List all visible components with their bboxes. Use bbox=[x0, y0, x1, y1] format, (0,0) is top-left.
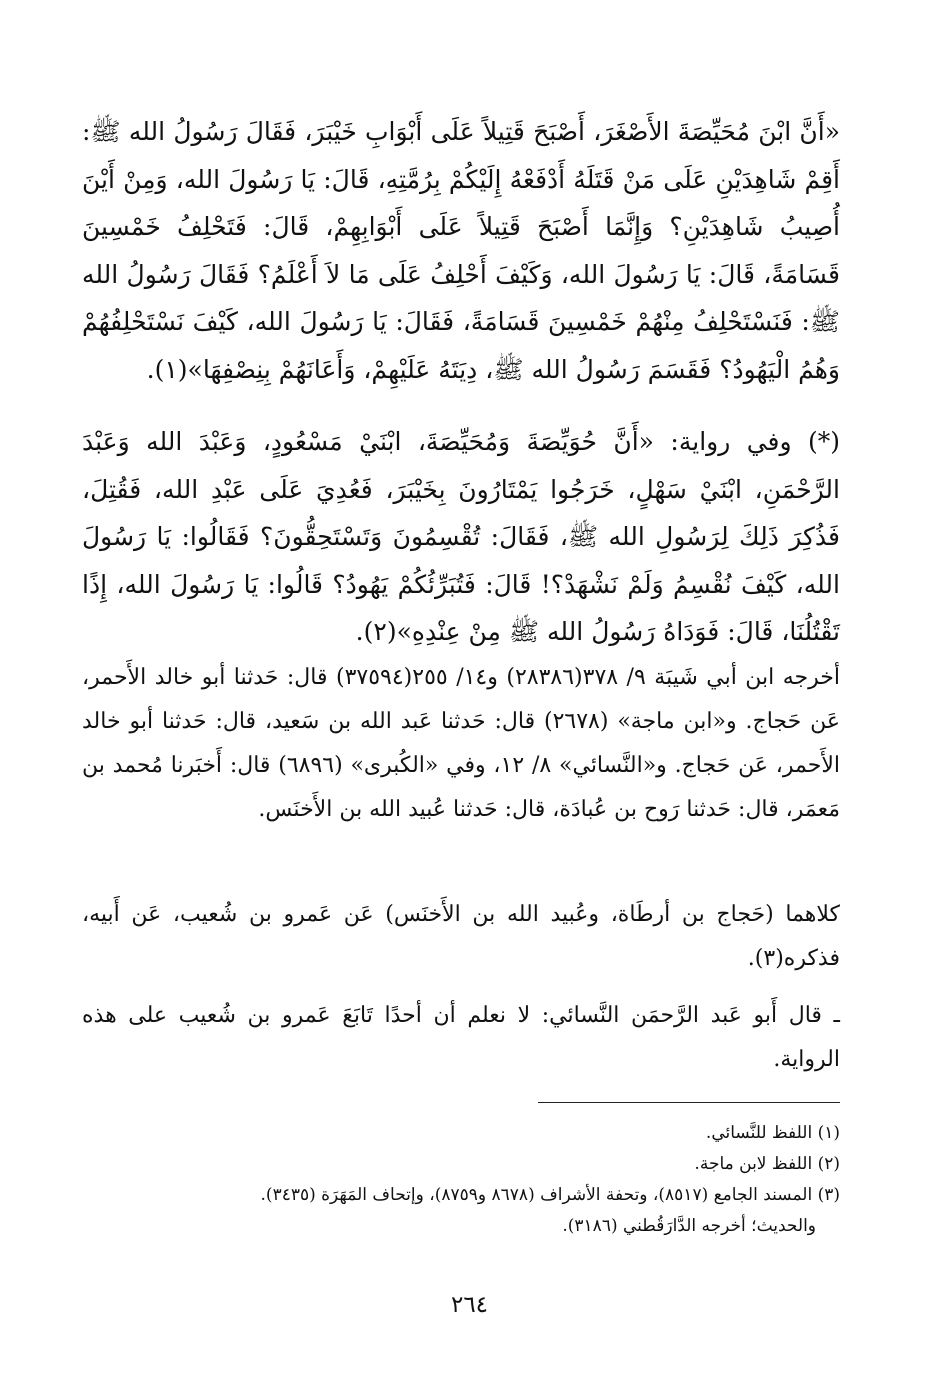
footnote-2: (٢) اللفظ لابن ماجة. bbox=[694, 1154, 840, 1174]
takhrij-paragraph: أخرجه ابن أبي شَيبَة ٩/ ٣٧٨(٢٨٣٨٦) و١٤/ ٢٥٥(٣٧٥٩٤) قال: حَدثنا أبو خالد الأَحمر، عَن حَجاج. و«ابن ماجة» (٢٦٧٨) قال: حَدثنا عَبد الله بن سَعيد، قال: حَدثنا أبو خالد الأَحمر، عَن حَجاج. و«النَّسائي» ٨/ ١٢، وفي «الكُبرى» (٦٨٩٦) قال: أَخبَرنا مُحمد بن مَعمَر، قال: حَدثنا رَوح بن عُبادَة، قال: حَدثنا عُبيد الله بن الأَخنَس. bbox=[82, 665, 841, 822]
footnote-divider bbox=[538, 1102, 840, 1103]
footnote-3-continuation: والحديث؛ أخرجه الدَّارَقُطني (٣١٨٦). bbox=[562, 1216, 816, 1236]
footnote-3: (٣) المسند الجامع (٨٥١٧)، وتحفة الأشراف (٨٦٧٨ و٨٧٥٩)، وإتحاف المَهَرَة (٣٤٣٥). bbox=[260, 1185, 840, 1205]
nasai-comment-text bbox=[82, 994, 840, 1082]
footnotes bbox=[82, 1118, 840, 1242]
riwaya-paragraph: (*) وفي رواية: «أَنَّ حُوَيِّصَةَ وَمُحَيِّصَةَ، ابْنَيْ مَسْعُودٍ، وَعَبْدَ الله وَعَبْدَ الرَّحْمَنِ، ابْنَيْ سَهْلٍ، خَرَجُوا يَمْتَارُونَ بِخَيْبَرَ، فَعُدِيَ عَلَى عَبْدِ الله، فَقُتِلَ، فَذُكِرَ ذَلِكَ لِرَسُولِ الله ﷺ، فَقَالَ: تُقْسِمُونَ وَتَسْتَحِقُّونَ؟ فَقَالُوا: يَا رَسُولَ الله، كَيْفَ نُقْسِمُ وَلَمْ نَشْهَدْ؟! قَالَ: فَتُبَرِّئُكُمْ يَهُودُ؟ قَالُوا: يَا رَسُولَ الله، إِذًا تَقْتُلُنَا، قَالَ: فَوَدَاهُ رَسُولُ الله ﷺ مِنْ عِنْدِهِ»(٢). bbox=[82, 427, 840, 646]
hadith-main-text bbox=[82, 108, 840, 393]
nasai-comment-paragraph: ـ قال أَبو عَبد الرَّحمَن النَّسائي: لا نعلم أن أحدًا تَابَعَ عَمرو بن شُعيب على هذه الرواية. bbox=[82, 1003, 840, 1072]
kilahuma-text bbox=[82, 893, 840, 981]
hadith-main-paragraph: «أَنَّ ابْنَ مُحَيِّصَةَ الأَصْغَرَ، أَصْبَحَ قَتِيلاً عَلَى أَبْوَابِ خَيْبَرَ، فَقَالَ رَسُولُ الله ﷺ: أَقِمْ شَاهِدَيْنِ عَلَى مَنْ قَتَلَهُ أَدْفَعْهُ إِلَيْكُمْ بِرُمَّتِهِ، قَالَ: يَا رَسُولَ الله، وَمِنْ أَيْنَ أُصِيبُ شَاهِدَيْنِ؟ وَإِنَّمَا أَصْبَحَ قَتِيلاً عَلَى أَبْوَابِهِمْ، قَالَ: فَتَحْلِفُ خَمْسِينَ قَسَامَةً، قَالَ: يَا رَسُولَ الله، وَكَيْفَ أَحْلِفُ عَلَى مَا لاَ أَعْلَمُ؟ فَقَالَ رَسُولُ الله ﷺ: فَنَسْتَحْلِفُ مِنْهُمْ خَمْسِينَ قَسَامَةً، فَقَالَ: يَا رَسُولَ الله، كَيْفَ نَسْتَحْلِفُهُمْ وَهُمُ الْيَهُودُ؟ فَقَسَمَ رَسُولُ الله ﷺ، دِيَتَهُ عَلَيْهِمْ، وَأَعَانَهُمْ بِنِصْفِهَا»(١). bbox=[82, 117, 840, 384]
footnote-1: (١) اللفظ للنَّسائي. bbox=[705, 1123, 840, 1143]
kilahuma-paragraph: كلاهما (حَجاج بن أرطَاة، وعُبيد الله بن الأَخنَس) عَن عَمرو بن شُعيب، عَن أَبيه، فذكره(٣). bbox=[82, 902, 840, 971]
page-number: ٢٦٤ bbox=[450, 1292, 489, 1318]
takhrij-text bbox=[82, 656, 840, 832]
riwaya-text bbox=[82, 418, 840, 656]
